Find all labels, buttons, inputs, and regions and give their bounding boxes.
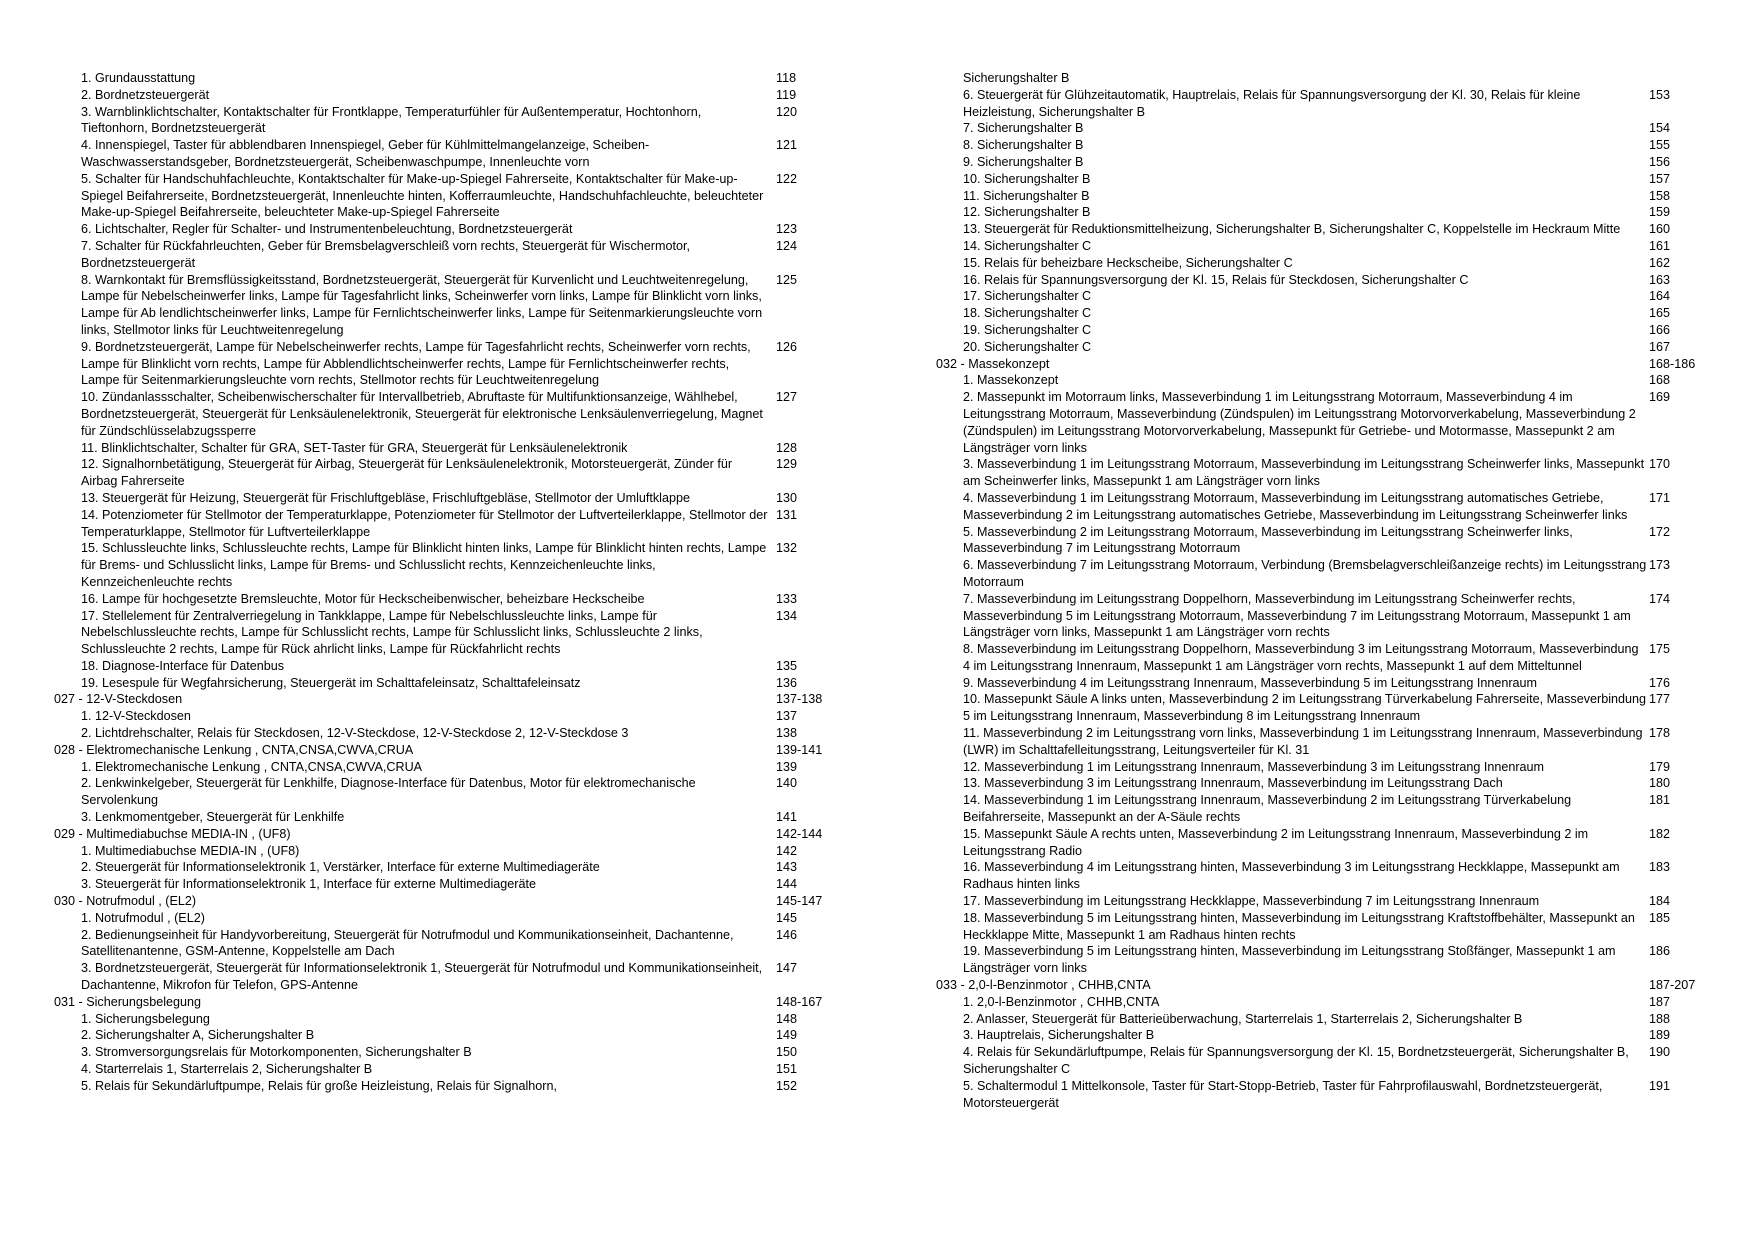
- entry-page-number: 176: [1649, 675, 1671, 690]
- entry-page-number: 189: [1649, 1028, 1671, 1043]
- entry-text: 9. Bordnetzsteuergerät, Lampe für Nebelscheinwerfer rechts, Lampe für Tagesfahrlicht rechts, Scheinwerfer vorn rechts, Lampe für Blinklicht vorn rechts, Lampe für Abblendlichtscheinwerfer rechts, Lampe für Fernlichtscheinwerfer rechts, Lampe für Seitenmarkierungsleuchte vorn rechts, Stellmotor rechts für Leuchtweitenregelung: [81, 339, 751, 388]
- entry-text: 18. Masseverbindung 5 im Leitungsstrang hinten, Masseverbindung im Leitungsstrang Kraftstoffbehälter, Massepunkt an Heckklappe Mitte, Massepunkt 1 am Radhaus hinten rechts: [963, 910, 1635, 942]
- entry-text: 18. Diagnose-Interface für Datenbus: [81, 658, 285, 673]
- entry-text: 030 - Notrufmodul , (EL2): [54, 894, 197, 909]
- entry-page-number: 158: [1649, 188, 1671, 203]
- entry-text: 14. Masseverbindung 1 im Leitungsstrang Innenraum, Masseverbindung 2 im Leitungsstrang Türverkabelung Beifahrerseite, Massepunkt an der A-Säule rechts: [963, 793, 1572, 825]
- entry-page-number: 148: [776, 1011, 798, 1026]
- index-entry: [936, 204, 1726, 221]
- entry-page-number: 132: [776, 541, 798, 556]
- entry-page-number: 124: [776, 238, 798, 253]
- index-entry: [936, 255, 1726, 272]
- entry-page-number: 148-167: [776, 994, 823, 1009]
- entry-text: 5. Relais für Sekundärluftpumpe, Relais für große Heizleistung, Relais für Signalhorn,: [81, 1078, 557, 1093]
- entry-page-number: 155: [1649, 138, 1671, 153]
- entry-text: 16. Relais für Spannungsversorgung der Kl. 15, Relais für Steckdosen, Sicherungshalter C: [963, 272, 1469, 287]
- entry-text: 12. Signalhornbetätigung, Steuergerät für Airbag, Steuergerät für Lenksäulenelektronik, Motorsteuergerät, Zünder für Airbag Fahrerseite: [81, 457, 733, 489]
- index-entry: [54, 876, 844, 893]
- index-entry: [54, 440, 844, 457]
- entry-page-number: 142: [776, 843, 798, 858]
- index-entry: [54, 1061, 844, 1078]
- index-entry: [936, 943, 1726, 977]
- entry-page-number: 174: [1649, 591, 1671, 606]
- entry-text: 19. Sicherungshalter C: [963, 322, 1092, 337]
- index-entry: [936, 87, 1726, 121]
- entry-page-number: 149: [776, 1028, 798, 1043]
- entry-page-number: 185: [1649, 910, 1671, 925]
- entry-page-number: 136: [776, 675, 798, 690]
- entry-page-number: 122: [776, 171, 798, 186]
- entry-page-number: 178: [1649, 726, 1671, 741]
- index-entry: [936, 725, 1726, 759]
- entry-page-number: 164: [1649, 289, 1671, 304]
- index-entry: [54, 927, 844, 961]
- entry-text: 1. Grundausstattung: [81, 71, 196, 85]
- index-entry: [936, 1044, 1726, 1078]
- entry-page-number: 157: [1649, 171, 1671, 186]
- index-entry: [936, 759, 1726, 776]
- entry-page-number: 188: [1649, 1011, 1671, 1026]
- index-entry: [936, 322, 1726, 339]
- entry-text: 7. Sicherungshalter B: [963, 121, 1084, 136]
- entry-page-number: 184: [1649, 894, 1671, 909]
- index-entry: [54, 490, 844, 507]
- index-entry: [54, 591, 844, 608]
- entry-text: 2. Anlasser, Steuergerät für Batterieüberwachung, Starterrelais 1, Starterrelais 2, Sicherungshalter B: [963, 1011, 1523, 1026]
- entry-page-number: 130: [776, 490, 798, 505]
- entry-text: 6. Lichtschalter, Regler für Schalter- und Instrumentenbeleuchtung, Bordnetzsteuergerät: [81, 222, 573, 237]
- entry-text: 2. Steuergerät für Informationselektronik 1, Verstärker, Interface für externe Multimediageräte: [81, 860, 600, 875]
- entry-text: 16. Lampe für hochgesetzte Bremsleuchte, Motor für Heckscheibenwischer, beheizbare Heckscheibe: [81, 591, 645, 606]
- entry-page-number: 144: [776, 877, 798, 892]
- entry-text: 8. Warnkontakt für Bremsflüssigkeitsstand, Bordnetzsteuergerät, Steuergerät für Kurvenlicht und Leuchtweitenregelung, Lampe für Nebelscheinwerfer links, Lampe für Tagesfahrlicht links, Scheinwerfer vorn links, Lampe für Blinklicht vorn links, Lampe für Ab lendlichtscheinwerfer links, Lampe für Fernlichtscheinwerfer links, Lampe für Seitenmarkierungsleuchte vorn links, Stellmotor links für Leuchtweitenregelung: [81, 272, 763, 337]
- entry-text: 2. Massepunkt im Motorraum links, Masseverbindung 1 im Leitungsstrang Motorraum, Masseverbindung 4 im Leitungsstrang Motorraum, Masseverbindung (Zündspulen) im Leitungsstrang Motorvorverkabelung, Masseverbindung 2 (Zündspulen) im Leitungsstrang Motorvorverkabelung, Massepunkt für Getriebe- und Motormasse, Massepunkt 2 am Längsträger vorn links: [963, 390, 1636, 455]
- entry-page-number: 131: [776, 507, 798, 522]
- entry-text: 13. Masseverbindung 3 im Leitungsstrang Innenraum, Masseverbindung im Leitungsstrang Dach: [963, 776, 1503, 791]
- entry-text: 11. Blinklichtschalter, Schalter für GRA, SET-Taster für GRA, Steuergerät für Lenksäulenelektronik: [81, 440, 628, 455]
- index-entry: [936, 171, 1726, 188]
- entry-page-number: 139: [776, 759, 798, 774]
- entry-page-number: 159: [1649, 205, 1671, 220]
- entry-text: 17. Masseverbindung im Leitungsstrang Heckklappe, Masseverbindung 7 im Leitungsstrang Innenraum: [963, 894, 1540, 909]
- index-entry: [54, 507, 844, 541]
- entry-page-number: 123: [776, 222, 798, 237]
- index-group-entry: [936, 977, 1726, 994]
- index-entry: [54, 775, 844, 809]
- entry-page-number: 180: [1649, 776, 1671, 791]
- entry-page-number: 150: [776, 1045, 798, 1060]
- entry-page-number: 143: [776, 860, 798, 875]
- entry-page-number: 168: [1649, 373, 1671, 388]
- entry-text: 12. Sicherungshalter B: [963, 205, 1091, 220]
- index-entry: [54, 708, 844, 725]
- entry-text: 1. Elektromechanische Lenkung , CNTA,CNSA,CWVA,CRUA: [81, 759, 423, 774]
- entry-page-number: 135: [776, 658, 798, 673]
- entry-text: 3. Hauptrelais, Sicherungshalter B: [963, 1028, 1155, 1043]
- index-entry: [54, 859, 844, 876]
- index-entry: [54, 1044, 844, 1061]
- entry-page-number: 152: [776, 1078, 798, 1093]
- entry-page-number: 162: [1649, 255, 1671, 270]
- entry-text: 029 - Multimediabuchse MEDIA-IN , (UF8): [54, 826, 291, 841]
- index-entry: [54, 339, 844, 389]
- entry-text: 3. Warnblinklichtschalter, Kontaktschalter für Frontklappe, Temperaturfühler für Außentemperatur, Hochtonhorn, Tieftonhorn, Bordnetzsteuergerät: [81, 104, 702, 136]
- index-entry: [54, 608, 844, 658]
- entry-page-number: 173: [1649, 558, 1671, 573]
- entry-page-number: 163: [1649, 272, 1671, 287]
- entry-page-number: 139-141: [776, 742, 823, 757]
- index-entry: [54, 960, 844, 994]
- entry-text: 028 - Elektromechanische Lenkung , CNTA,CNSA,CWVA,CRUA: [54, 742, 414, 757]
- entry-text: 1. 2,0-l-Benzinmotor , CHHB,CNTA: [963, 994, 1160, 1009]
- entry-page-number: 166: [1649, 322, 1671, 337]
- index-entry: [936, 893, 1726, 910]
- index-entry: [936, 1011, 1726, 1028]
- index-entry: [936, 372, 1726, 389]
- entry-page-number: 175: [1649, 642, 1671, 657]
- index-entry: [936, 339, 1726, 356]
- entry-text: Sicherungshalter B: [963, 71, 1070, 85]
- entry-text: 17. Stellelement für Zentralverriegelung in Tankklappe, Lampe für Nebelschlussleuchte links, Lampe für Nebelschlussleuchte rechts, Lampe für Schlusslicht rechts, Lampe für Schlusslicht links, Schlussleuchte 2 links, Schlussleuchte 2 rechts, Lampe für Rück ahrlicht links, Lampe für Rückfahrlicht rechts: [81, 608, 703, 657]
- index-entry: [936, 591, 1726, 641]
- entry-text: 19. Lesespule für Wegfahrsicherung, Steuergerät im Schalttafeleinsatz, Schalttafeleinsatz: [81, 675, 581, 690]
- index-entry: [54, 104, 844, 138]
- entry-page-number: 171: [1649, 490, 1671, 505]
- index-entry: [54, 843, 844, 860]
- entry-page-number: 145: [776, 910, 798, 925]
- entry-text: 2. Bordnetzsteuergerät: [81, 87, 210, 102]
- entry-page-number: 153: [1649, 87, 1671, 102]
- entry-page-number: 165: [1649, 306, 1671, 321]
- entry-text: 3. Lenkmomentgeber, Steuergerät für Lenkhilfe: [81, 810, 345, 825]
- entry-page-number: 120: [776, 104, 798, 119]
- entry-page-number: 182: [1649, 826, 1671, 841]
- index-entry: [936, 557, 1726, 591]
- index-group-entry: [54, 691, 844, 708]
- entry-page-number: 156: [1649, 154, 1671, 169]
- index-entry: [54, 456, 844, 490]
- index-entry: [54, 389, 844, 439]
- entry-text: 6. Masseverbindung 7 im Leitungsstrang Motorraum, Verbindung (Bremsbelagverschleißanzeige rechts) im Leitungsstrang Motorraum: [963, 558, 1647, 589]
- index-entry: [54, 221, 844, 238]
- index-entry: [936, 70, 1726, 87]
- entry-page-number: 128: [776, 440, 798, 455]
- entry-page-number: 118: [776, 71, 797, 85]
- index-entry: [936, 305, 1726, 322]
- entry-page-number: 119: [776, 87, 797, 102]
- entry-text: 4. Starterrelais 1, Starterrelais 2, Sicherungshalter B: [81, 1062, 373, 1077]
- entry-page-number: 160: [1649, 222, 1671, 237]
- index-entry: [936, 641, 1726, 675]
- index-entry: [54, 171, 844, 221]
- entry-page-number: 170: [1649, 457, 1671, 472]
- index-entry: [936, 1078, 1726, 1112]
- entry-text: 18. Sicherungshalter C: [963, 306, 1092, 321]
- entry-text: 10. Massepunkt Säule A links unten, Masseverbindung 2 im Leitungsstrang Türverkabelung Fahrerseite, Masseverbindung 5 im Leitungsstrang Innenraum, Masseverbindung 8 im Leitungsstrang Innenraum: [963, 692, 1647, 724]
- entry-page-number: 177: [1649, 692, 1671, 707]
- entry-text: 033 - 2,0-l-Benzinmotor , CHHB,CNTA: [936, 978, 1151, 993]
- entry-page-number: 191: [1649, 1078, 1671, 1093]
- entry-page-number: 121: [776, 138, 798, 153]
- entry-text: 5. Masseverbindung 2 im Leitungsstrang Motorraum, Masseverbindung im Leitungsstrang Scheinwerfer links, Masseverbindung 7 im Leitungsstrang Motorraum: [963, 524, 1573, 556]
- index-entry: [936, 524, 1726, 558]
- entry-text: 2. Sicherungshalter A, Sicherungshalter B: [81, 1028, 315, 1043]
- index-entry: [936, 120, 1726, 137]
- entry-text: 15. Relais für beheizbare Heckscheibe, Sicherungshalter C: [963, 255, 1293, 270]
- entry-text: 13. Steuergerät für Reduktionsmittelheizung, Sicherungshalter B, Sicherungshalter C, Koppelstelle im Heckraum Mitte: [963, 222, 1621, 237]
- entry-text: 9. Sicherungshalter B: [963, 154, 1084, 169]
- entry-page-number: 181: [1649, 793, 1671, 808]
- entry-page-number: 183: [1649, 860, 1671, 875]
- index-entry: [936, 137, 1726, 154]
- entry-text: 032 - Massekonzept: [936, 356, 1050, 371]
- index-entry: [936, 389, 1726, 456]
- index-entry: [54, 540, 844, 590]
- index-group-entry: [54, 994, 844, 1011]
- entry-text: 2. Lenkwinkelgeber, Steuergerät für Lenkhilfe, Diagnose-Interface für Datenbus, Motor für elektromechanische Servolenkung: [81, 776, 696, 808]
- entry-text: 3. Bordnetzsteuergerät, Steuergerät für Informationselektronik 1, Steuergerät für Notrufmodul und Kommunikationseinheit, Dachantenne, Mikrofon für Telefon, GPS-Antenne: [81, 961, 763, 993]
- index-entry: [54, 910, 844, 927]
- entry-page-number: 140: [776, 776, 798, 791]
- entry-text: 11. Masseverbindung 2 im Leitungsstrang vorn links, Masseverbindung 1 im Leitungsstrang Innenraum, Masseverbindung (LWR) im Schalttafelleitungsstrang, Leitungsverteiler für Kl. 31: [963, 726, 1643, 757]
- index-group-entry: [54, 893, 844, 910]
- entry-text: 8. Masseverbindung im Leitungsstrang Doppelhorn, Masseverbindung 3 im Leitungsstrang Motorraum, Masseverbindung 4 im Leitungsstrang Innenraum, Massepunkt 1 am Längsträger vorn rechts, Massepunkt 1 auf dem Mitteltunnel: [963, 642, 1639, 673]
- entry-text: 3. Stromversorgungsrelais für Motorkomponenten, Sicherungshalter B: [81, 1045, 472, 1060]
- entry-text: 20. Sicherungshalter C: [963, 339, 1092, 354]
- index-entry: [936, 910, 1726, 944]
- entry-page-number: 137-138: [776, 692, 823, 707]
- index-entry: [54, 238, 844, 272]
- entry-page-number: 154: [1649, 121, 1671, 136]
- index-entry: [936, 456, 1726, 490]
- entry-page-number: 168-186: [1649, 356, 1696, 371]
- index-entry: [936, 221, 1726, 238]
- entry-text: 7. Schalter für Rückfahrleuchten, Geber für Bremsbelagverschleiß vorn rechts, Steuergerät für Wischermotor, Bordnetzsteuergerät: [81, 238, 690, 270]
- entry-page-number: 141: [776, 810, 798, 825]
- entry-text: 8. Sicherungshalter B: [963, 138, 1084, 153]
- index-entry: [936, 154, 1726, 171]
- entry-page-number: 169: [1649, 390, 1671, 405]
- entry-text: 12. Masseverbindung 1 im Leitungsstrang Innenraum, Masseverbindung 3 im Leitungsstrang Innenraum: [963, 759, 1545, 774]
- left-column: [54, 70, 844, 1095]
- entry-text: 3. Masseverbindung 1 im Leitungsstrang Motorraum, Masseverbindung im Leitungsstrang Scheinwerfer links, Massepunkt am Scheinwerfer links, Massepunkt 1 am Längsträger vorn links: [963, 457, 1645, 489]
- entry-text: 10. Sicherungshalter B: [963, 171, 1091, 186]
- entry-text: 13. Steuergerät für Heizung, Steuergerät für Frischluftgebläse, Frischluftgebläse, Stellmotor der Umluftklappe: [81, 490, 690, 505]
- index-entry: [936, 826, 1726, 860]
- index-entry: [936, 859, 1726, 893]
- index-entry: [54, 1078, 844, 1095]
- entry-page-number: 137: [776, 709, 798, 724]
- entry-text: 1. Massekonzept: [963, 373, 1059, 388]
- index-entry: [936, 1027, 1726, 1044]
- entry-text: 1. Notrufmodul , (EL2): [81, 910, 205, 925]
- index-entry: [54, 137, 844, 171]
- entry-page-number: 127: [776, 390, 798, 405]
- index-entry: [54, 87, 844, 104]
- entry-page-number: 146: [776, 927, 798, 942]
- entry-text: 3. Steuergerät für Informationselektronik 1, Interface für externe Multimediageräte: [81, 877, 537, 892]
- entry-text: 4. Relais für Sekundärluftpumpe, Relais für Spannungsversorgung der Kl. 15, Bordnetzsteuergerät, Sicherungshalter B, Sicherungshalter C: [963, 1045, 1629, 1077]
- index-entry: [936, 775, 1726, 792]
- entry-page-number: 147: [776, 961, 798, 976]
- index-group-entry: [54, 742, 844, 759]
- entry-text: 031 - Sicherungsbelegung: [54, 994, 202, 1009]
- entry-text: 2. Lichtdrehschalter, Relais für Steckdosen, 12-V-Steckdose, 12-V-Steckdose 2, 12-V-Steckdose 3: [81, 726, 629, 741]
- index-entry: [54, 725, 844, 742]
- entry-page-number: 129: [776, 457, 798, 472]
- index-entry: [54, 1011, 844, 1028]
- entry-text: 16. Masseverbindung 4 im Leitungsstrang hinten, Masseverbindung 3 im Leitungsstrang Heckklappe, Massepunkt am Radhaus hinten links: [963, 860, 1620, 892]
- entry-page-number: 142-144: [776, 826, 823, 841]
- index-entry: [54, 658, 844, 675]
- entry-text: 11. Sicherungshalter B: [963, 188, 1090, 203]
- entry-text: 1. Sicherungsbelegung: [81, 1011, 210, 1026]
- entry-page-number: 145-147: [776, 894, 823, 909]
- entry-text: 19. Masseverbindung 5 im Leitungsstrang hinten, Masseverbindung im Leitungsstrang Stoßfänger, Massepunkt 1 am Längsträger vorn links: [963, 944, 1616, 976]
- right-column: [936, 70, 1726, 1111]
- index-entry: [936, 691, 1726, 725]
- entry-text: 17. Sicherungshalter C: [963, 289, 1092, 304]
- entry-text: 6. Steuergerät für Glühzeitautomatik, Hauptrelais, Relais für Spannungsversorgung der Kl. 30, Relais für kleine Heizleistung, Sicherungshalter B: [963, 87, 1581, 119]
- entry-page-number: 138: [776, 726, 798, 741]
- entry-page-number: 151: [776, 1062, 798, 1077]
- index-entry: [936, 994, 1726, 1011]
- index-entry: [936, 675, 1726, 692]
- entry-page-number: 187-207: [1649, 978, 1696, 993]
- index-entry: [936, 490, 1726, 524]
- entry-text: 4. Masseverbindung 1 im Leitungsstrang Motorraum, Masseverbindung im Leitungsstrang automatisches Getriebe, Masseverbindung 2 im Leitungsstrang automatisches Getriebe, Masseverbindung im Leitungsstrang Scheinwerfer links: [963, 490, 1628, 522]
- entry-text: 14. Potenziometer für Stellmotor der Temperaturklappe, Potenziometer für Stellmotor der Luftverteilerklappe, Stellmotor der Temperaturklappe, Stellmotor für Luftverteilerklappe: [81, 507, 768, 539]
- index-entry: [54, 809, 844, 826]
- index-entry: [54, 70, 844, 87]
- entry-text: 1. Multimediabuchse MEDIA-IN , (UF8): [81, 843, 300, 858]
- index-group-entry: [54, 826, 844, 843]
- entry-text: 15. Schlussleuchte links, Schlussleuchte rechts, Lampe für Blinklicht hinten links, Lampe für Blinklicht hinten rechts, Lampe für Brems- und Schlusslicht links, Lampe für Brems- und Schlusslicht rechts, Kennzeichenleuchte links, Kennzeichenleuchte rechts: [81, 541, 767, 589]
- index-entry: [54, 675, 844, 692]
- entry-text: 5. Schaltermodul 1 Mittelkonsole, Taster für Start-Stopp-Betrieb, Taster für Fahrprofilauswahl, Bordnetzsteuergerät, Motorsteuergerät: [963, 1078, 1603, 1110]
- entry-text: 2. Bedienungseinheit für Handyvorbereitung, Steuergerät für Notrufmodul und Kommunikationseinheit, Dachantenne, Satellitenantenne, GSM-Antenne, Koppelstelle am Dach: [81, 927, 734, 959]
- index-group-entry: [936, 356, 1726, 373]
- index-entry: [936, 288, 1726, 305]
- index-entry: [54, 272, 844, 339]
- entry-text: 5. Schalter für Handschuhfachleuchte, Kontaktschalter für Make-up-Spiegel Fahrerseite, Kontaktschalter für Make-up-Spiegel Beifahrerseite, Bordnetzsteuergerät, Innenleuchte hinten, Kofferraumleuchte, Handschuhfachleuchte, beleuchteter Make-up-Spiegel Beifahrerseite, beleuchteter Make-up-Spiegel Fahrerseite: [81, 171, 764, 220]
- index-entry: [54, 1027, 844, 1044]
- entry-page-number: 134: [776, 608, 798, 623]
- index-entry: [936, 188, 1726, 205]
- entry-page-number: 186: [1649, 944, 1671, 959]
- index-entry: [54, 759, 844, 776]
- entry-text: 027 - 12-V-Steckdosen: [54, 692, 183, 707]
- entry-page-number: 190: [1649, 1045, 1671, 1060]
- entry-text: 1. 12-V-Steckdosen: [81, 709, 191, 724]
- index-entry: [936, 238, 1726, 255]
- entry-text: 4. Innenspiegel, Taster für abblendbaren Innenspiegel, Geber für Kühlmittelmangelanzeige, Scheiben-Waschwasserstandsgeber, Bordnetzsteuergerät, Scheibenwaschpumpe, Innenleuchte vorn: [81, 138, 650, 169]
- entry-text: 7. Masseverbindung im Leitungsstrang Doppelhorn, Masseverbindung im Leitungsstrang Scheinwerfer rechts, Masseverbindung 5 im Leitungsstrang Motorraum, Masseverbindung 7 im Leitungsstrang Motorraum, Massepunkt 1 am Längsträger vorn links, Massepunkt 1 am Längsträger vorn rechts: [963, 591, 1631, 640]
- index-entry: [936, 792, 1726, 826]
- entry-page-number: 125: [776, 272, 798, 287]
- entry-page-number: 161: [1649, 238, 1671, 253]
- entry-page-number: 133: [776, 591, 798, 606]
- entry-page-number: 179: [1649, 759, 1671, 774]
- entry-page-number: 187: [1649, 994, 1671, 1009]
- entry-page-number: 126: [776, 339, 798, 354]
- entry-text: 14. Sicherungshalter C: [963, 238, 1092, 253]
- entry-text: 15. Massepunkt Säule A rechts unten, Masseverbindung 2 im Leitungsstrang Innenraum, Masseverbindung 2 im Leitungsstrang Radio: [963, 826, 1589, 858]
- entry-page-number: 172: [1649, 524, 1671, 539]
- entry-text: 9. Masseverbindung 4 im Leitungsstrang Innenraum, Masseverbindung 5 im Leitungsstrang Innenraum: [963, 675, 1538, 690]
- entry-text: 10. Zündanlassschalter, Scheibenwischerschalter für Intervallbetrieb, Abruftaste für Multifunktionsanzeige, Wählhebel, Bordnetzsteuergerät, Steuergerät für Lenksäulenelektronik, Steuergerät für elektronische Lenksäulenverriegelung, Magnet für Zündschlüsselabzugssperre: [81, 390, 763, 438]
- index-entry: [936, 272, 1726, 289]
- entry-page-number: 167: [1649, 339, 1671, 354]
